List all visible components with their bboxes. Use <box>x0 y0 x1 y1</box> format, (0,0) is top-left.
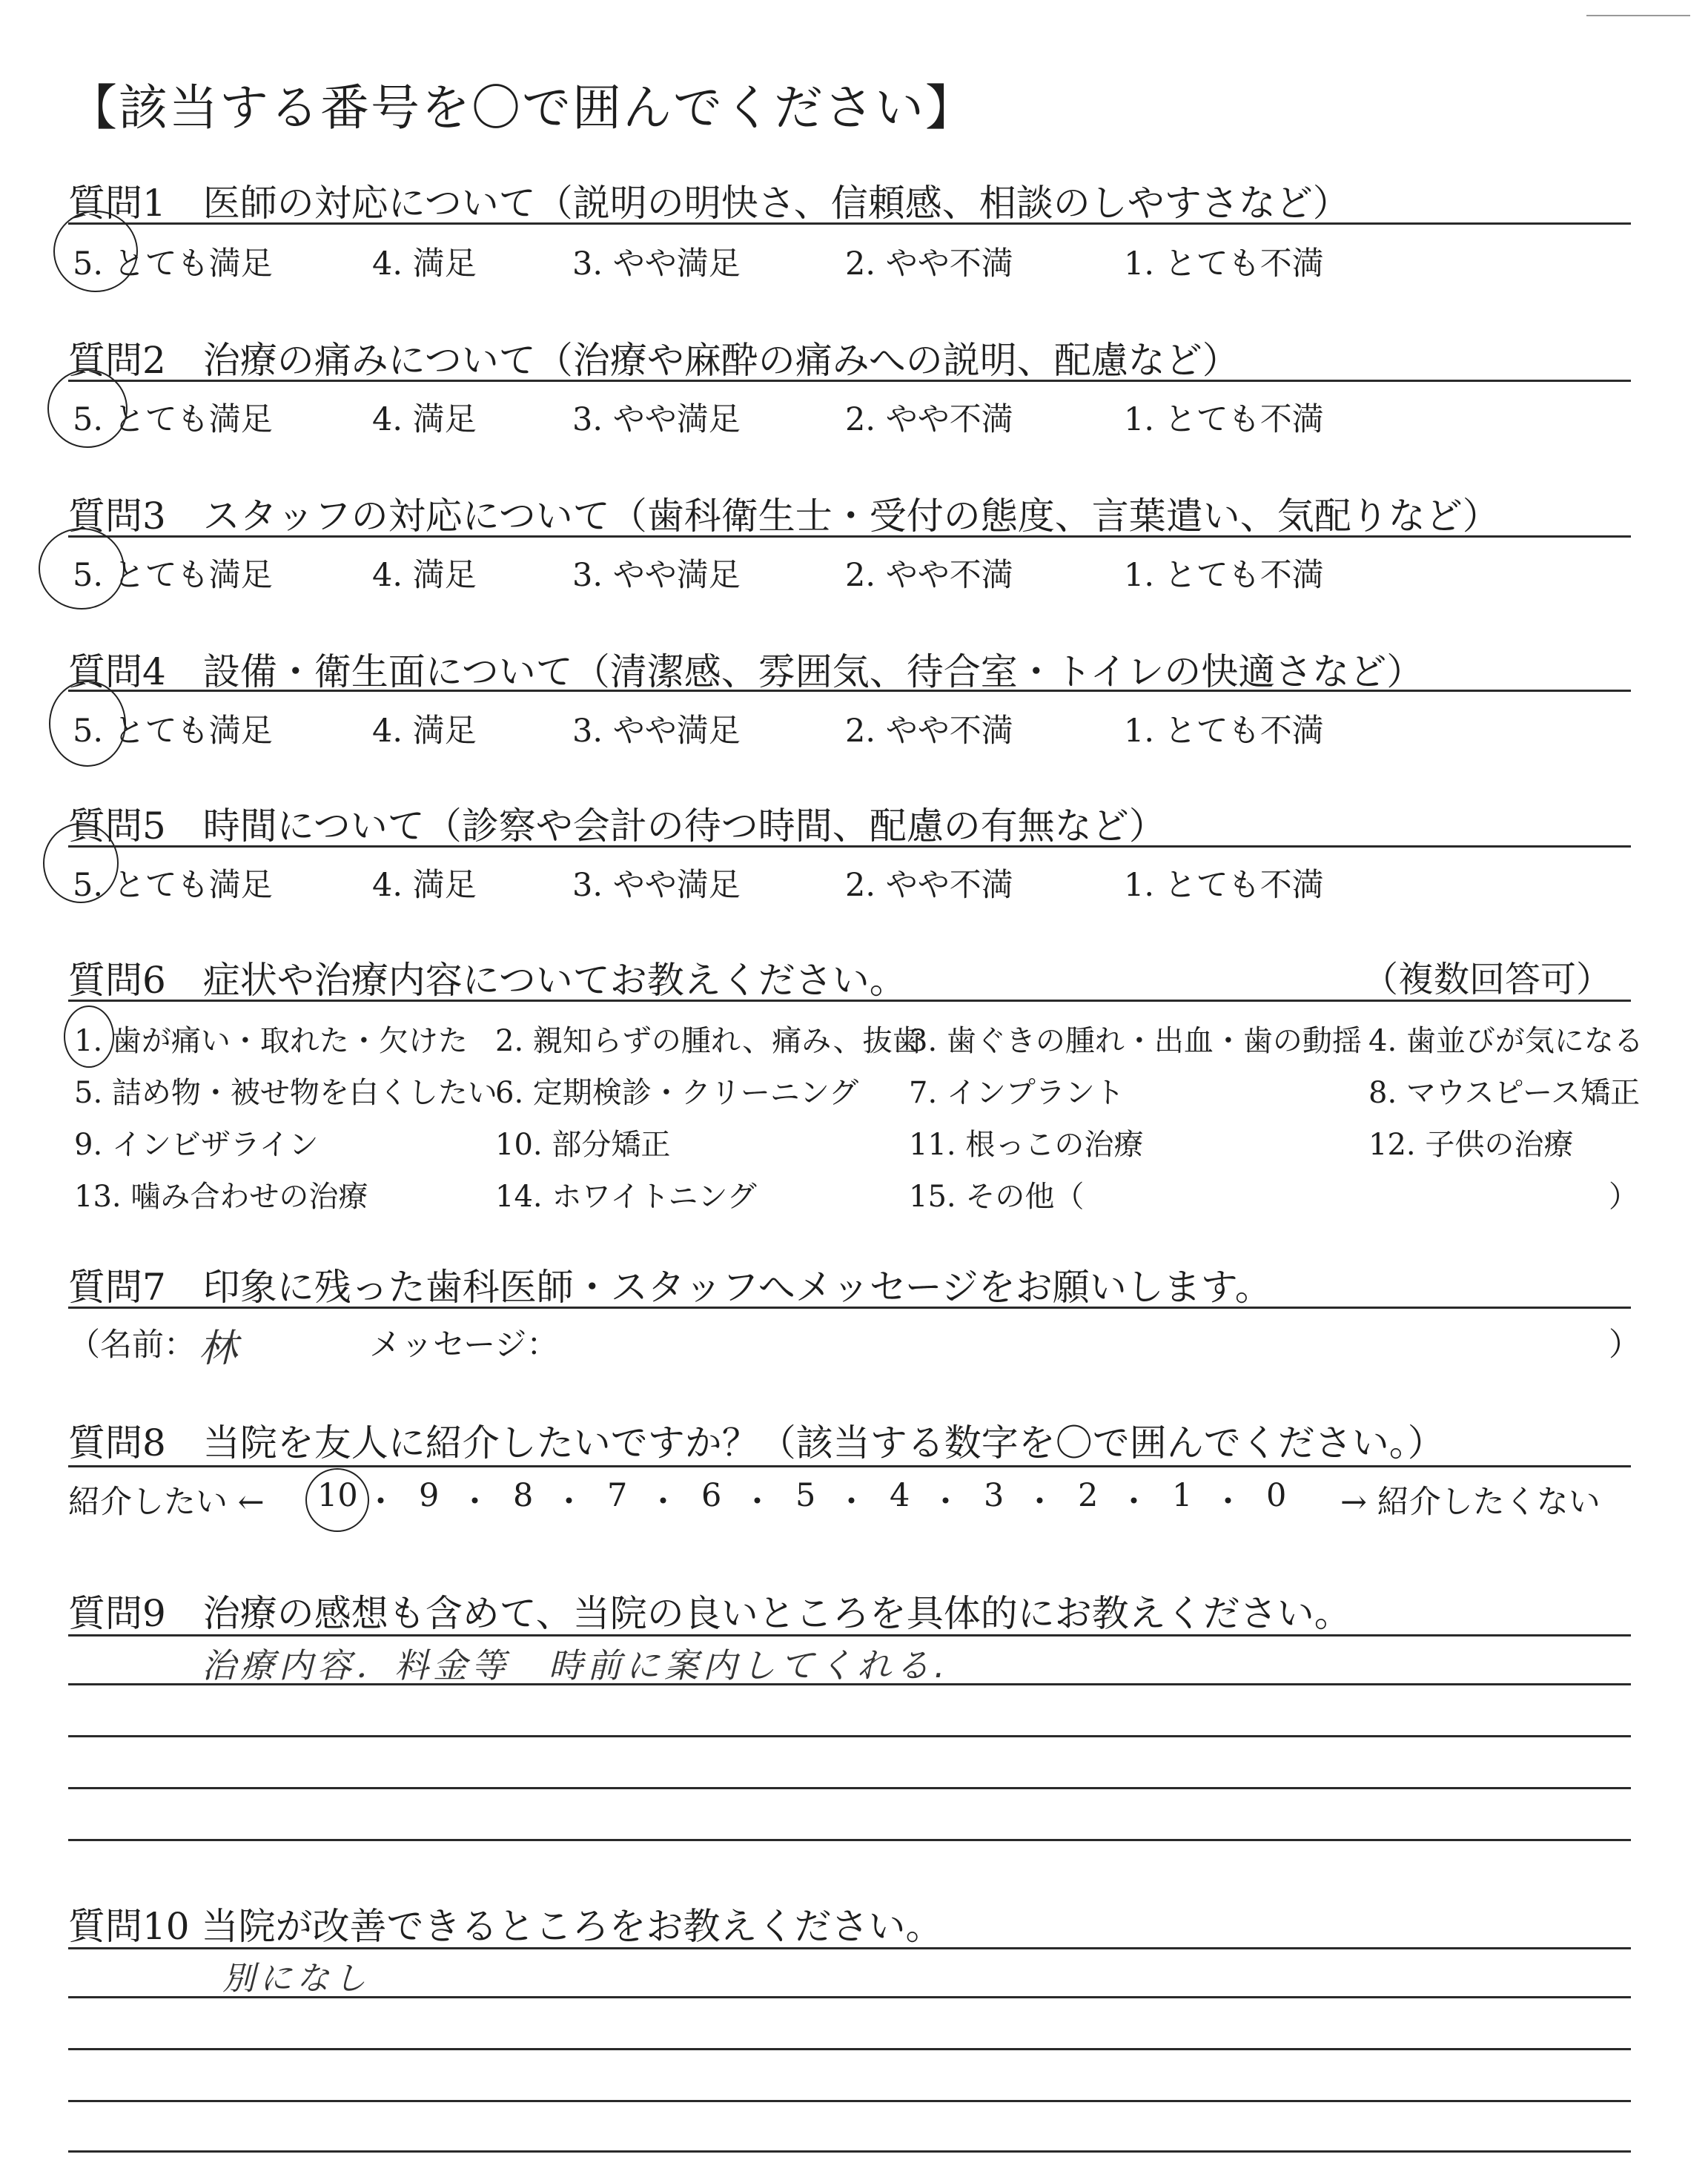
q1-title: 質問1 医師の対応について（説明の明快さ、信頼感、相談のしやすさなど） <box>68 182 1350 225</box>
page-edge-mark <box>1586 15 1690 16</box>
q8-separator: ・ <box>741 1484 773 1521</box>
q8-title: 質問8 当院を友人に紹介したいですか？（該当する数字を〇で囲んでください。） <box>68 1421 1445 1464</box>
q2-option-4[interactable]: 4. 満足 <box>372 401 477 438</box>
q1-option-4[interactable]: 4. 満足 <box>372 245 477 283</box>
q9-rule-5 <box>68 1839 1631 1841</box>
q9-rule-3 <box>68 1735 1631 1737</box>
q6-option-15[interactable]: 15. その他（ <box>909 1180 1085 1214</box>
q8-left-label: 紹介したい ← <box>68 1484 265 1521</box>
q8-rule <box>68 1465 1631 1467</box>
q6-other-close-paren: ） <box>1609 1180 1638 1214</box>
q4-option-4[interactable]: 4. 満足 <box>372 713 477 750</box>
q6-option-14[interactable]: 14. ホワイトニング <box>495 1180 757 1214</box>
q1-option-5[interactable]: 5. とても満足 <box>73 245 273 283</box>
q5-option-5[interactable]: 5. とても満足 <box>73 867 273 904</box>
q2-option-1[interactable]: 1. とても不満 <box>1124 401 1324 438</box>
q9-answer[interactable]: 治療内容．料金等 時前に案内してくれる. <box>202 1645 950 1685</box>
q2-option-2[interactable]: 2. やや不満 <box>845 401 1013 438</box>
q6-option-8[interactable]: 8. マウスピース矯正 <box>1368 1076 1641 1110</box>
q8-scale-2[interactable]: 2 <box>1078 1477 1099 1514</box>
q3-option-5[interactable]: 5. とても満足 <box>73 557 273 594</box>
q2-option-5[interactable]: 5. とても満足 <box>73 401 273 438</box>
q3-option-2[interactable]: 2. やや不満 <box>845 557 1013 594</box>
q6-option-2[interactable]: 2. 親知らずの腫れ、痛み、抜歯 <box>495 1024 922 1058</box>
q10-rule-1 <box>68 1947 1631 1949</box>
q6-option-6[interactable]: 6. 定期検診・クリーニング <box>495 1076 859 1110</box>
q5-option-2[interactable]: 2. やや不満 <box>845 867 1013 904</box>
q5-option-1[interactable]: 1. とても不満 <box>1124 867 1324 904</box>
q3-option-3[interactable]: 3. やや満足 <box>572 557 741 594</box>
q3-rule <box>68 535 1631 538</box>
q8-scale-6[interactable]: 6 <box>701 1477 722 1514</box>
q6-option-3[interactable]: 3. 歯ぐきの腫れ・出血・歯の動揺 <box>909 1024 1362 1058</box>
q4-option-5[interactable]: 5. とても満足 <box>73 713 273 750</box>
q6-title: 質問6 症状や治療内容についてお教えください。 <box>68 959 907 1002</box>
q5-option-3[interactable]: 3. やや満足 <box>572 867 741 904</box>
q8-scale-3[interactable]: 3 <box>984 1477 1004 1514</box>
q8-scale-0[interactable]: 0 <box>1266 1477 1287 1514</box>
q8-separator: ・ <box>1118 1484 1150 1521</box>
q8-scale-1[interactable]: 1 <box>1172 1477 1193 1514</box>
q4-title: 質問4 設備・衛生面について（清潔感、雰囲気、待合室・トイレの快適さなど） <box>68 650 1424 693</box>
q6-option-13[interactable]: 13. 噛み合わせの治療 <box>74 1180 368 1214</box>
q7-message-label: メッセージ： <box>369 1327 559 1364</box>
q7-title: 質問7 印象に残った歯科医師・スタッフへメッセージをお願いします。 <box>68 1266 1272 1309</box>
q10-answer[interactable]: 別になし <box>222 1960 371 1998</box>
q8-separator: ・ <box>365 1484 397 1521</box>
q8-scale-9[interactable]: 9 <box>419 1477 440 1514</box>
q10-rule-3 <box>68 2048 1631 2050</box>
q4-rule <box>68 690 1631 692</box>
q9-rule-1 <box>68 1634 1631 1636</box>
q8-scale-7[interactable]: 7 <box>607 1477 628 1514</box>
q6-option-5[interactable]: 5. 詰め物・被せ物を白くしたい <box>74 1076 497 1110</box>
q9-rule-4 <box>68 1787 1631 1789</box>
q6-note: （複数回答可） <box>1363 959 1612 1000</box>
q8-scale-5[interactable]: 5 <box>795 1477 816 1514</box>
q6-option-10[interactable]: 10. 部分矯正 <box>495 1128 671 1162</box>
q6-option-11[interactable]: 11. 根っこの治療 <box>909 1128 1144 1162</box>
q8-separator: ・ <box>1024 1484 1056 1521</box>
q5-title: 質問5 時間について（診察や会計の待つ時間、配慮の有無など） <box>68 805 1166 848</box>
q3-option-4[interactable]: 4. 満足 <box>372 557 477 594</box>
q9-title: 質問9 治療の感想も含めて、当院の良いところを具体的にお教えください。 <box>68 1592 1351 1635</box>
q7-rule <box>68 1307 1631 1309</box>
q1-option-2[interactable]: 2. やや不満 <box>845 245 1013 283</box>
q8-scale-8[interactable]: 8 <box>513 1477 534 1514</box>
page-heading: 【該当する番号を〇で囲んでください】 <box>68 79 976 136</box>
q6-option-7[interactable]: 7. インプラント <box>909 1076 1125 1110</box>
q5-option-4[interactable]: 4. 満足 <box>372 867 477 904</box>
q7-name-label: （名前： <box>68 1327 196 1364</box>
q8-right-label: → 紹介したくない <box>1340 1484 1601 1521</box>
q5-rule <box>68 845 1631 848</box>
q8-separator: ・ <box>835 1484 867 1521</box>
q1-option-3[interactable]: 3. やや満足 <box>572 245 741 283</box>
q1-rule <box>68 222 1631 225</box>
q8-separator: ・ <box>930 1484 961 1521</box>
q4-option-3[interactable]: 3. やや満足 <box>572 713 741 750</box>
q8-separator: ・ <box>459 1484 491 1521</box>
q6-option-9[interactable]: 9. インビザライン <box>74 1128 319 1162</box>
q6-rule <box>68 1000 1631 1002</box>
q3-option-1[interactable]: 1. とても不満 <box>1124 557 1324 594</box>
q8-scale-4[interactable]: 4 <box>890 1477 910 1514</box>
q7-name-value[interactable]: 林 <box>199 1327 242 1371</box>
q6-option-4[interactable]: 4. 歯並びが気になる <box>1368 1024 1644 1058</box>
q8-separator: ・ <box>553 1484 585 1521</box>
q4-option-2[interactable]: 2. やや不満 <box>845 713 1013 750</box>
q8-scale-10[interactable]: 10 <box>317 1477 358 1514</box>
q10-rule-4 <box>68 2100 1631 2102</box>
q7-close-paren: ） <box>1609 1327 1641 1364</box>
q8-separator: ・ <box>1212 1484 1244 1521</box>
q10-rule-5 <box>68 2150 1631 2153</box>
q6-option-1[interactable]: 1. 歯が痛い・取れた・欠けた <box>74 1024 468 1058</box>
q2-title: 質問2 治療の痛みについて（治療や麻酔の痛みへの説明、配慮など） <box>68 339 1239 382</box>
q4-option-1[interactable]: 1. とても不満 <box>1124 713 1324 750</box>
q3-title: 質問3 スタッフの対応について（歯科衛生士・受付の態度、言葉遣い、気配りなど） <box>68 495 1500 538</box>
q2-rule <box>68 380 1631 382</box>
q1-option-1[interactable]: 1. とても不満 <box>1124 245 1324 283</box>
q8-separator: ・ <box>647 1484 679 1521</box>
q6-option-12[interactable]: 12. 子供の治療 <box>1368 1128 1574 1162</box>
q2-option-3[interactable]: 3. やや満足 <box>572 401 741 438</box>
q10-title: 質問10 当院が改善できるところをお教えください。 <box>68 1905 943 1948</box>
